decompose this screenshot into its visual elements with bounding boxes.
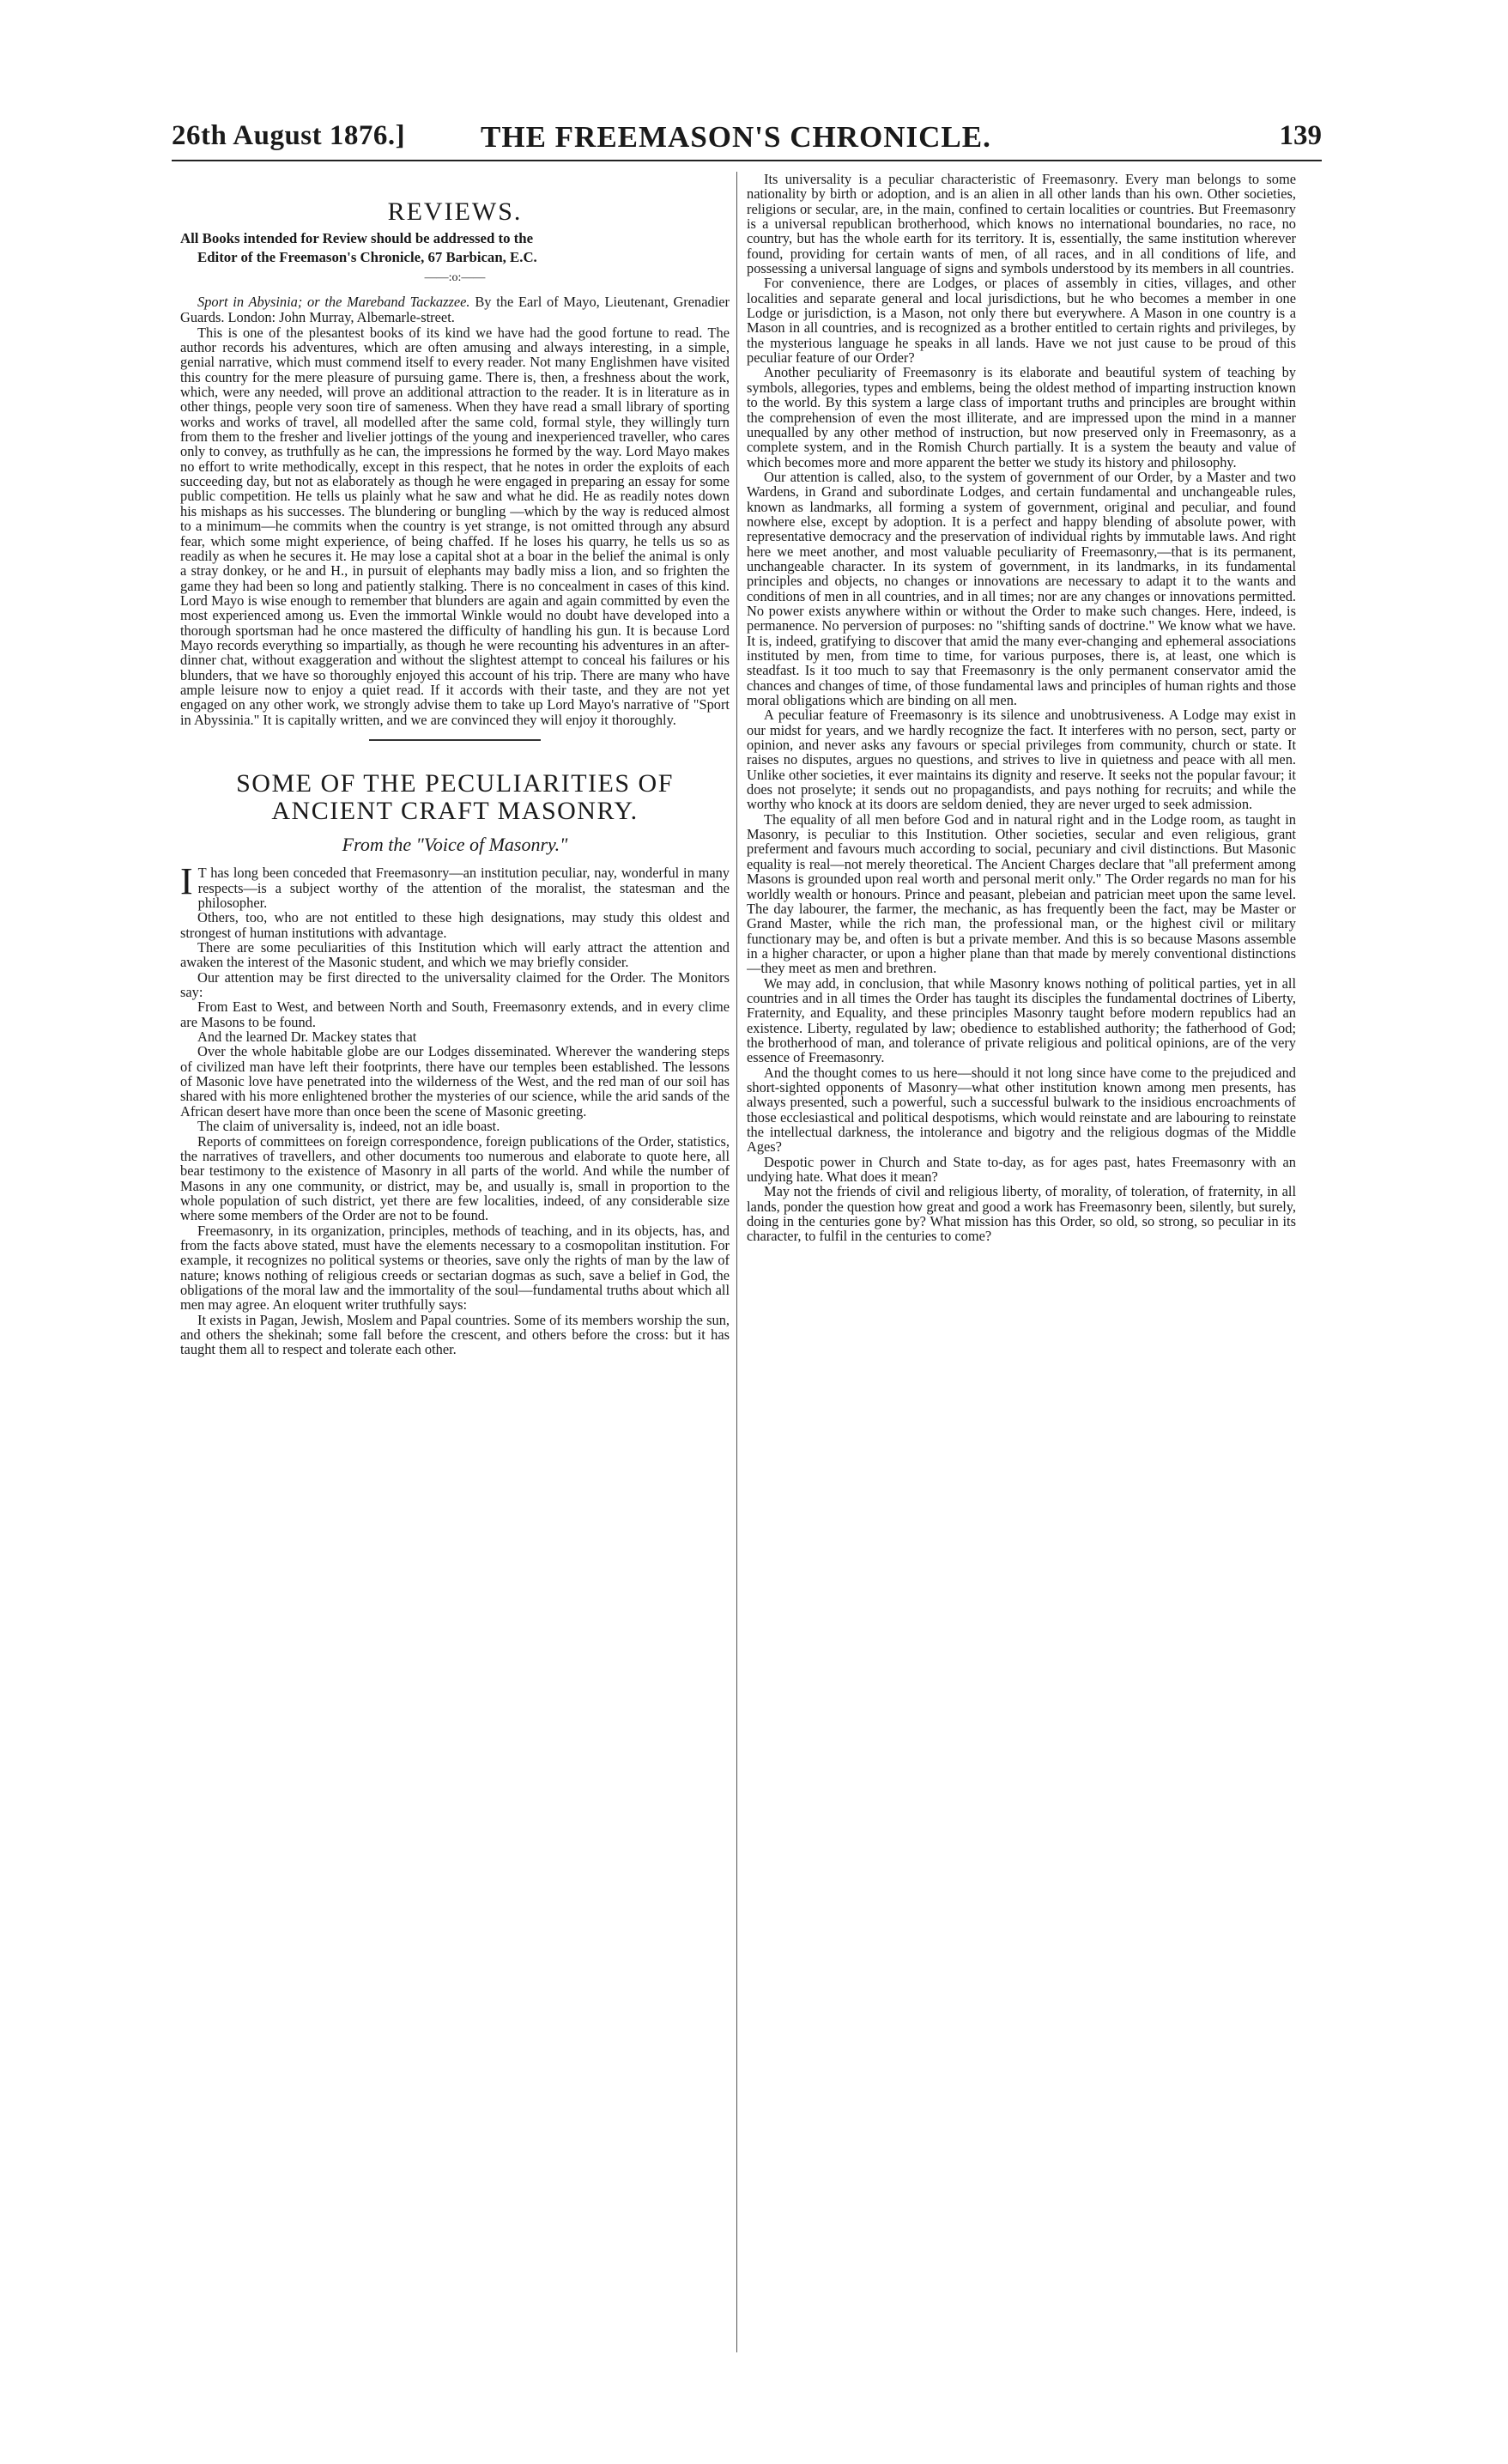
article-paragraph: There are some peculiarities of this Institution which will early attract the attention and awaken the interest of the Masonic student, and which we may briefly consider. [180, 939, 730, 971]
page-number: 139 [1279, 120, 1322, 151]
article-paragraph: We may add, in conclusion, that while Masonry knows nothing of political parties, yet in all countries and in all times the Order has taught its disciples the fundamental doctrines of Liberty, Fraternity, and Equality, and these principles Masonry taught before modern republics had an existence. Liberty, regulated by law; obedience to established authority; the fatherhood of God; the brotherhood of man, and tolerance of private religious and political opinions, are of the very essence of Freemasonry. [747, 974, 1296, 1066]
article-paragraph: And the thought comes to us here—should it not long since have come to the prejudiced and short-sighted opponents of Masonry—what other institution known among men presents, has always presented, such a powerful, such a successful bulwark to the insidious encroachments of those ecclesiastical and political despotisms, which would reinstate and are labouring to reinstate the intellectual darkness, the intolerance and bigotry and the religious dogmas of the Middle Ages? [747, 1064, 1296, 1156]
article-paragraph: Others, too, who are not entitled to these high designations, may study this oldest and strongest of human institutions with advantage. [180, 909, 730, 941]
article-source: From the "Voice of Masonry." [342, 833, 568, 855]
article-paragraph: Our attention may be first directed to the universality claimed for the Order. The Monitors say: [180, 968, 730, 1001]
article-paragraph-text: T has long been conceded that Freemasonry—an institution peculiar, nay, wonderful in many respects—is a subject worthy of the attention of the moralist, the statesman and the philosopher. [197, 865, 730, 911]
reviews-notice-line-1: All Books intended for Review should be addressed to the [180, 230, 534, 247]
article-paragraph [180, 860, 730, 911]
article-paragraph: A peculiar feature of Freemasonry is its silence and unobtrusiveness. A Lodge may exist in our midst for years, and we hardly recognize the fact. It interferes with no person, sect, party or opinion, and never asks any favours or special privileges from community, church or state. It raises no disputes, argues no questions, and strives to live in quietness and peace with all men. Unlike other societies, it ever maintains its dignity and reserve. It seeks not the popular favour; it does not proselyte; it sends out no propagandists, and pays nothing for recruits; and while the worthy who knock at its doors are seldom denied, they are never urged to seek admission. [747, 707, 1296, 813]
article-paragraph: Our attention is called, also, to the system of government of our Order, by a Master and two Wardens, in Grand and subordinate Lodges, and certain fundamental and unchangeable rules, known as landmarks, all forming a system of government, original and peculiar, and found nowhere else, except by adoption. It is a perfect and happy blending of absolute power, with representative democracy and the preservation of individual rights by immutable laws. And right here we meet another, and most valuable peculiarity of Freemasonry,—that is its permanent, unchangeable character. In its system of government, in its landmarks, in its fundamental principles and objects, no changes or innovations are necessary to adapt it to the wants and conditions of men in all countries, and in all times; nor are any changes or innovations permitted. No power exists anywhere within or without the Order to make such changes. Here, indeed, is permanence. No perversion of purposes: no "shifting sands of doctrine." We know what we have. It is, indeed, gratifying to discover that amid the many ever-changing and ephemeral associations instituted by men, from time to time, for various purposes, there is, at least, one which is steadfast. Is it too much to say that Freemasonry is the only permanent conservator amid the chances and changes of time, of those fundamental laws and principles of human rights and those moral obligations which are binding on all men. [747, 468, 1296, 709]
article-heading [180, 770, 730, 825]
article-paragraph: Freemasonry, in its organization, principles, methods of teaching, and in its objects, has, and from the facts above stated, must have the elements necessary to a cosmopolitan institution. For example, it recognizes no political systems or theories, save only the rights of man by the law of nature; knows nothing of religious creeds or sectarian dogmas as such, save a belief in God, the obligations of the moral law and the immortality of the soul—fundamental truths about which all men may agree. An eloquent writer truthfully says: [180, 1222, 730, 1314]
article-heading-line-1: SOME OF THE PECULIARITIES OF [236, 768, 674, 798]
page-header [172, 120, 1322, 158]
issue-date: 26th August 1876.] [172, 120, 406, 151]
book-reference [180, 294, 730, 325]
article-quote: From East to West, and between North and South, Freemasonry extends, and in every clime are Masons to be found. [180, 998, 730, 1030]
article-paragraph: Its universality is a peculiar characteristic of Freemasonry. Every man belongs to some nationality by birth or adoption, and is an alien in all other lands than his own. Other societies, religions or secular, are, in the main, confined to certain localities or countries. But Freemasonry is a universal republican brotherhood, which knows no international boundaries, no race, no country, but has the whole earth for its territory. It is, essentially, the same institution wherever found, providing for certain wants of men, of all races, and in all conditions of life, and possessing a universal language of signs and symbols understood by its members in all countries. [747, 172, 1296, 277]
book-author: By the Earl of Mayo, [475, 293, 600, 310]
article-paragraph: And the learned Dr. Mackey states that [197, 1029, 417, 1046]
article-paragraph: Reports of committees on foreign correspondence, foreign publications of the Order, statistics, the narratives of travellers, and other documents too numerous and elaborate to quote here, all bear testimony to the existence of Masonry in all parts of the world. And while the number of Masons in any one community, or district, may be, and usually is, small in proportion to the whole population of such district, yet there are few localities, indeed, of any considerable size where some members of the Order are not to be found. [180, 1132, 730, 1224]
column-divider [736, 172, 737, 2352]
article-paragraph: The equality of all men before God and in natural right and in the Lodge room, as taught in Masonry, is peculiar to this Institution. Other societies, secular and even religious, grant preferment and favours much according to social, pecuniary and civil distinctions. But Masonic equality is real—not merely theoretical. The Ancient Charges declare that "all preferment among Masons is grounded upon real worth and personal merit only." The Order regards no man for his worldly wealth or honours. Prince and peasant, plebeian and patrician meet upon the same level. The day labourer, the farmer, the mechanic, as has frequently been the fact, may be Master or Grand Master, while the rich man, the professional man, or the highest civil or military functionary may be, and often is but a private member. And this is so because Masons assemble in a higher character, or upon a higher plane than that made by merely conventional distinctions—they meet as men and brethren. [747, 810, 1296, 977]
book-title: Sport in Abysinia; or the Mareband Tackazzee. [197, 293, 470, 310]
header-rule [172, 160, 1322, 161]
left-column [180, 172, 730, 2352]
masthead-title: THE FREEMASON'S CHRONICLE. [481, 120, 991, 154]
drop-cap: I [180, 860, 193, 903]
article-quote: Over the whole habitable globe are our Lodges disseminated. Wherever the wandering steps of civilized man have left their footprints, there have our temples been established. The lessons of Masonic love have penetrated into the wilderness of the West, and the red man of our soil has shared with his more enlightened brother the mysteries of our science, while the arid sands of the African desert have more than once been the scene of Masonic greeting. [180, 1043, 730, 1120]
article-paragraph: For convenience, there are Lodges, or places of assembly in cities, villages, and other localities and separate general and local jurisdictions, but he who becomes a member in one Lodge or jurisdiction, is a Mason, not only there but everywhere. A Mason in one country is a Mason in all countries, and is recognized as a brother entitled to certain rights and privileges, by the mysterious language he speaks in all lands. Have we not just cause to be proud of this peculiar feature of our Order? [747, 275, 1296, 367]
reviews-heading: REVIEWS. [387, 197, 523, 226]
article-paragraph: Another peculiarity of Freemasonry is its elaborate and beautiful system of teaching by symbols, allegories, types and emblems, being the oldest method of imparting instruction known to the world. By this system a large class of important truths and principles are brought within the comprehension of even the most illiterate, and are impressed upon the mind in a manner unequalled by any other method of instruction, but now preserved only in Freemasonry, as a complete system, and in the Romish Church partially. It is a system the beauty and value of which becomes more and more apparent the better we study its history and philosophy. [747, 364, 1296, 470]
article-quote: It exists in Pagan, Jewish, Moslem and Papal countries. Some of its members worship the sun, and others the shekinah; some fall before the crescent, and others before the cross: but it has taught them all to respect and tolerate each other. [180, 1311, 730, 1358]
section-separator: ——:o:—— [424, 271, 486, 285]
article-heading-line-2: ANCIENT CRAFT MASONRY. [271, 796, 639, 825]
book-publisher: Lieutenant, Grenadier Guards. London: John Murray, Albemarle-street. [180, 293, 730, 325]
reviews-notice-line-2: Editor of the Freemason's Chronicle, 67 Barbican, E.C. [197, 249, 537, 266]
article-paragraph: The claim of universality is, indeed, not an idle boast. [197, 1118, 500, 1135]
right-column [747, 172, 1296, 2352]
article-paragraph: May not the friends of civil and religious liberty, of morality, of toleration, of fraternity, in all lands, ponder the question how great and good a work has Freemasonry been, silently, but surely, doing in the centuries gone by? What mission has this Order, so old, so strong, so peculiar in its character, to fulfil in the centuries to come? [747, 1183, 1296, 1245]
review-body: This is one of the plesantest books of its kind we have had the good fortune to read. The author records his adventures, which are often amusing and always interesting, in a simple, genial narrative, which must commend itself to every reader. Not many Englishmen have visited this country for the mere pleasure of pursuing game. There is, then, a freshness about the work, which, were any needed, will prove an additional attraction to the reader. It is in literature as in other things, people very soon tire of sameness. When they have read a small library of sporting works and works of travel, all modelled after the same cold, formal style, they willingly turn from them to the fresher and livelier jottings of the young and inexperienced traveller, who cares only to convey, as truthfully as he can, the impressions he formed by the way. Lord Mayo makes no effort to write methodically, except in this respect, that he notes in order the exploits of each succeeding day, but not as elaborately as though he were engaged in preparing an essay for some public competition. He tells us plainly what he saw and what he did. He as readily notes down his mishaps as his successes. The blundering or bungling —which by the way is reduced almost to a minimum—he commits when the country is yet strange, is not omitted through any absurd fear, which some might experience, of being chaffed. If he loses his quarry, he tells us so as readily as when he secures it. He may lose a capital shot at a boar in the belief the animal is only a stray donkey, or he and H., in pursuit of elephants may badly miss a lion, and so frighten the game they had been so long and patiently stalking. There is no concealment in cases of this kind. Lord Mayo is wise enough to remember that blunders are again and again committed by even the most experienced among us. Even the immortal Winkle would no doubt have developed into a thorough sportsman had he once mastered the difficulty of handling his gun. It is because Lord Mayo records everything so impartially, as though he were recounting his adventures in an after-dinner chat, without exaggeration and without the slightest attempt to conceal his failures or his blunders, that we have so thoroughly enjoyed this account of his trip. There are many who have ample leisure now to enjoy a quiet read. If it accords with their taste, and they are not yet engaged on any other work, we strongly advise them to take up Lord Mayo's narrative of "Sport in Abyssinia." It is capitally written, and we are convinced they will enjoy it thoroughly. [180, 324, 730, 728]
article-divider [369, 739, 541, 741]
article-paragraph: Despotic power in Church and State to-day, as for ages past, hates Freemasonry with an undying hate. What does it mean? [747, 1153, 1296, 1186]
